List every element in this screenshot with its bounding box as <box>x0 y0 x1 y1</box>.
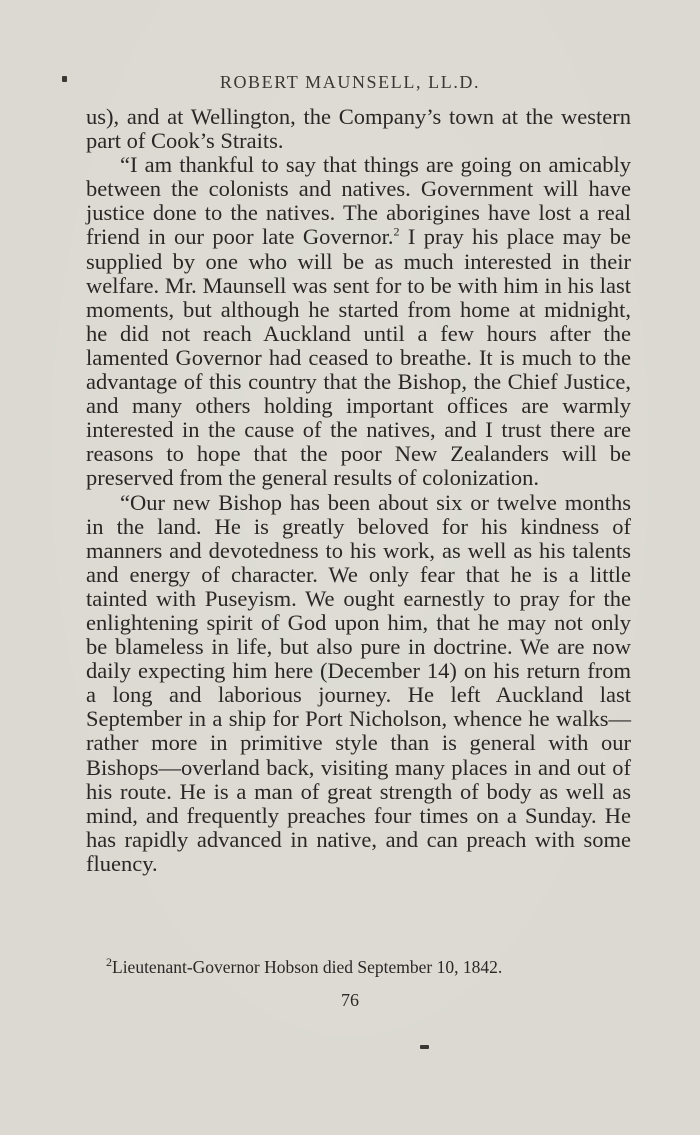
footnote-text: Lieutenant-Governor Hobson died September 10, 1842. <box>112 957 503 977</box>
ink-speck <box>420 1045 429 1049</box>
footnote-reference: 2 <box>393 224 400 239</box>
footnote-marker: 2 <box>106 955 112 970</box>
running-head: ROBERT MAUNSELL, LL.D. <box>219 72 481 92</box>
page-number: 76 <box>341 990 359 1010</box>
footnote <box>106 956 636 978</box>
paragraph: us), and at Wellington, the Company’s town at the western part of Cook’s Straits. <box>86 104 631 154</box>
paragraph <box>86 153 631 490</box>
paragraph: “Our new Bishop has been about six or twelve months in the land. He is greatly beloved for his kindness of manners and devotedness to his work, as well as his talents and energy of character. We only fear that he is a little tainted with Puseyism. We ought earnestly to pray for the enlightening spirit of God upon him, that he may not only be blameless in life, but also pure in doctrine. We are now daily expecting him here (December 14) on his return from a long and laborious journey. He left Auckland last September in a ship for Port Nicholson, whence he walks—rather more in primitive style than is general with our Bishops—overland back, visiting many places in and out of his route. He is a man of great strength of body as well as mind, and frequently preaches four times on a Sunday. He has rapidly advanced in native, and can preach with some fluency. <box>86 489 631 876</box>
body-text <box>86 105 631 876</box>
paragraph-text: I pray his place may be supplied by one who will be as much interested in their welfare. Mr. Maunsell was sent for to be with him in his last moments, but although he started from home at midnight, he did not reach Auckland until a few hours after the lamented Governor had ceased to breathe. It is much to the advantage of this country that the Bishop, the Chief Justice, and many others holding important offices are warmly interested in the cause of the natives, and I trust there are reasons to hope that the poor New Zealanders will be preserved from the general results of colonization. <box>86 224 631 491</box>
paragraph-text: “I am thankful to say that things are going on amicably between the colonists and natives. Government will have justice done to the natives. The aborigines have lost a real friend in our poor late Governor. <box>86 152 631 250</box>
